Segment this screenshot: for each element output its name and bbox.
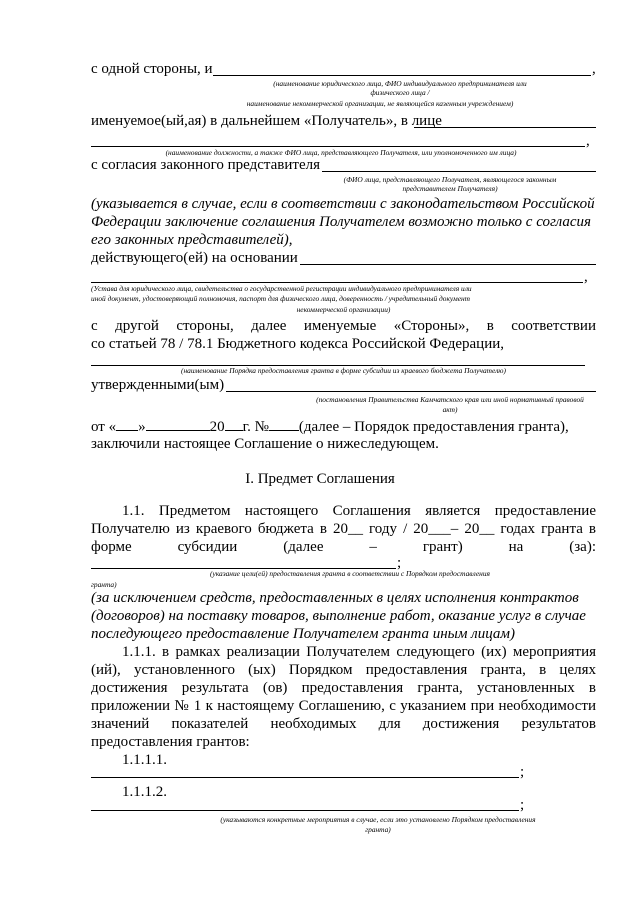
- note-activities-2: гранта): [365, 825, 391, 834]
- comma: ,: [586, 133, 590, 149]
- note-purpose-2: гранта): [91, 580, 117, 589]
- date-open-quote: от «: [91, 419, 117, 435]
- para-1-1-1-line-1: 1.1.1. в рамках реализации Получателем следующего (их) мероприятия: [122, 644, 596, 660]
- approved-text: утвержденными(ым): [91, 377, 225, 393]
- note-approved-2: акт): [442, 405, 458, 414]
- acting-basis-field[interactable]: [300, 264, 596, 265]
- para-1-1-line-1: 1.1. Предметом настоящего Соглашения является предоставление: [122, 503, 596, 519]
- concluded-line: заключили настоящее Соглашение о нижеследующем.: [91, 436, 439, 452]
- representative-field[interactable]: [414, 127, 596, 128]
- para-1-1-line-3: форме субсидии (далее – грант) на (за):: [91, 539, 596, 555]
- para-1-1-1-line-2: (ий), установленного (ых) Порядком предоставления гранта, в целях: [91, 662, 596, 678]
- date-close-quote: »: [138, 419, 146, 435]
- note-legal-rep-2: представителем Получателя): [402, 184, 498, 193]
- italic-note-line-2: Федерации заключение соглашения Получателем возможно только с согласия: [91, 214, 591, 230]
- semicolon: ;: [520, 764, 525, 780]
- para-1-1-1-line-5: значений показателей необходимых для достижения результатов: [91, 716, 596, 732]
- note-basis-2: иной документ, удостоверяющий полномочия, паспорт для физического лица, доверенность / учредительный документ: [91, 294, 471, 303]
- para-1-1-1-line-4: приложении № 1 к настоящему Соглашению, с указанием при необходимости: [91, 698, 596, 714]
- italic-exception-1: (за исключением средств, предоставленных в целях исполнения контрактов: [91, 590, 579, 606]
- semicolon: ;: [520, 797, 525, 813]
- recipient-name-field[interactable]: [213, 75, 591, 76]
- approved-by-field[interactable]: [226, 391, 596, 392]
- note-basis-1: (Устава для юридического лица, свидетельства о государственной регистрации индивидуального предпринимателя или: [91, 284, 472, 293]
- recipient-named-text: именуемое(ый,ая) в дальнейшем «Получатель», в лице: [91, 113, 442, 129]
- party-one-text: с одной стороны, и: [91, 61, 213, 77]
- legal-rep-field[interactable]: [322, 171, 596, 172]
- month-field[interactable]: [146, 418, 210, 431]
- semicolon: ;: [397, 555, 402, 571]
- representative-field-2[interactable]: [91, 146, 585, 147]
- note-recipient-name-1: (наименование юридического лица, ФИО индивидуального предпринимателя или: [273, 79, 527, 88]
- note-procedure: (наименование Порядка предоставления гранта в форме субсидии из краевого бюджета Получателю): [181, 366, 506, 375]
- italic-note-line-1: (указывается в случае, если в соответствии с законодательством Российской: [91, 196, 595, 212]
- subitem-1-label: 1.1.1.1.: [122, 752, 167, 768]
- note-purpose-1: (указание цели(ей) предоставления гранта в соответствии с Порядком предоставления: [210, 569, 490, 578]
- acting-basis-text: действующего(ей) на основании: [91, 250, 298, 266]
- year-field[interactable]: [225, 418, 243, 431]
- comma: ,: [592, 61, 596, 77]
- legal-rep-text: с согласия законного представителя: [91, 157, 321, 173]
- subitem-2-label: 1.1.1.2.: [122, 784, 167, 800]
- section-title: I. Предмет Соглашения: [245, 471, 395, 487]
- italic-exception-2: (договоров) на поставку товаров, выполнение работ, оказание услуг в случае: [91, 608, 586, 624]
- note-recipient-name-2: физического лица /: [370, 88, 430, 97]
- year-prefix: 20: [209, 419, 225, 435]
- note-legal-rep-1: (ФИО лица, представляющего Получателя, являющегося законным: [343, 175, 557, 184]
- other-party-line-1: с другой стороны, далее именуемые «Стороны», в соответствии: [91, 318, 596, 334]
- italic-note-line-3: его законных представителей),: [91, 232, 293, 248]
- number-label: г. №: [242, 419, 269, 435]
- italic-exception-3: последующего предоставление Получателем гранта иным лицам): [91, 626, 515, 642]
- note-basis-3: некоммерческой организации): [296, 305, 391, 314]
- other-party-line-2: со статьей 78 / 78.1 Бюджетного кодекса Российской Федерации,: [91, 336, 505, 352]
- note-activities-1: (указываются конкретные мероприятия в случае, если это установлено Порядком предоставления: [220, 815, 536, 824]
- acting-basis-field-2[interactable]: [91, 282, 583, 283]
- subitem-1-field[interactable]: [91, 777, 519, 778]
- para-1-1-1-line-3: достижения результата (ов) предоставления гранта, установленных в: [91, 680, 596, 696]
- subitem-2-field[interactable]: [91, 810, 519, 811]
- note-approved-1: (постановления Правительства Камчатского края или иной нормативный правовой: [316, 395, 584, 404]
- para-1-1-1-line-6: предоставления грантов:: [91, 734, 250, 750]
- para-1-1-line-2: Получателю из краевого бюджета в 20__ году / 20___– 20__ годах гранта в: [91, 521, 596, 537]
- note-recipient-name-3: наименование некоммерческой организации, не являющейся казенным учреждением): [246, 99, 514, 108]
- number-field[interactable]: [269, 418, 299, 431]
- day-field[interactable]: [116, 418, 138, 431]
- comma: ,: [584, 269, 588, 285]
- date-number-line: [91, 418, 596, 436]
- note-representative: (наименование должности, а также ФИО лица, представляющего Получателя, или уполномоченного им лица): [165, 148, 517, 157]
- date-number-tail: (далее – Порядок предоставления гранта),: [298, 419, 569, 435]
